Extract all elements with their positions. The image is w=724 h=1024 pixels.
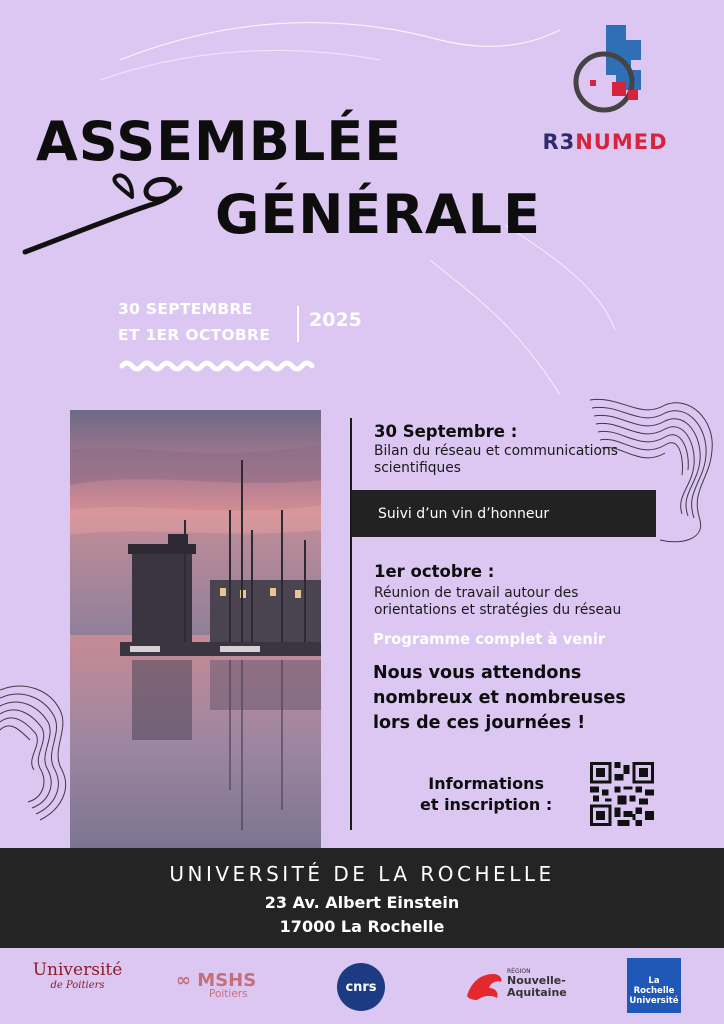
invitation-line1: Nous vous attendons: [373, 663, 582, 683]
event-dates: [118, 296, 270, 348]
la-rochelle-universite-logo: [627, 958, 681, 1013]
venue-name: UNIVERSITÉ DE LA ROCHELLE: [169, 862, 555, 886]
info-line1: Informations: [428, 774, 544, 793]
harbour-illustration: [70, 410, 321, 850]
day1-description-line1: Bilan du réseau et communications: [374, 443, 618, 459]
lr-line1: La Rochelle: [633, 976, 675, 996]
r3numed-logo: [530, 20, 680, 160]
address-line1: 23 Av. Albert Einstein: [264, 893, 460, 912]
programme-upcoming: Programme complet à venir: [373, 631, 606, 648]
title-line-2: GÉNÉRALE: [215, 183, 541, 246]
title-line-1: ASSEMBLÉE: [36, 110, 403, 173]
wine-text: Suivi d’un vin d’honneur: [378, 506, 550, 522]
r3numed-mark-icon: [556, 20, 656, 120]
region-line1: Nouvelle-: [507, 974, 566, 987]
event-year: 2025: [309, 309, 362, 331]
brush-underline: [122, 363, 312, 369]
day2-description-line1: Réunion de travail autour des: [374, 585, 579, 601]
partner-logos: [0, 948, 724, 1024]
day1-section: [360, 422, 618, 477]
nouvelle-aquitaine-logo: [463, 968, 567, 1008]
registration-info: [420, 773, 552, 815]
info-line2: et inscription :: [420, 795, 553, 814]
day2-heading: 1er octobre :: [374, 562, 495, 581]
day2-description-line2: orientations et stratégies du réseau: [374, 602, 622, 618]
mshs-rings-icon: ∞: [176, 970, 191, 991]
day1-description-line2: scientifiques: [374, 460, 461, 476]
r3-text: R3: [542, 130, 576, 154]
region-name: [507, 975, 567, 999]
invitation-line3: lors de ces journées !: [373, 713, 586, 733]
invitation: [373, 661, 673, 736]
day2-section: [360, 562, 621, 619]
qr-code-icon[interactable]: [590, 762, 654, 826]
region-line2: Aquitaine: [507, 986, 567, 999]
cnrs-logo: [337, 963, 385, 1011]
poitiers-line2: de Poitiers: [50, 980, 105, 991]
invitation-line2: nombreux et nombreuses: [373, 688, 626, 708]
swirl-decoration: [25, 179, 180, 252]
date-line-1: 30 SEPTEMBRE: [118, 300, 253, 318]
day1-heading: 30 Septembre :: [374, 422, 518, 441]
date-divider: [297, 306, 299, 342]
cnrs-text: cnrs: [345, 979, 377, 995]
programme-divider: [350, 418, 352, 830]
lr-line2: Université: [629, 996, 679, 1006]
mshs-subtitle: Poitiers: [209, 988, 248, 1000]
harbour-photo: [70, 410, 321, 850]
numed-text: NUMED: [575, 130, 668, 154]
region-label: RÉGION: [507, 968, 531, 975]
mshs-text: MSHS: [197, 970, 257, 991]
lion-icon: [463, 968, 505, 1004]
address-line2: 17000 La Rochelle: [279, 917, 445, 936]
universite-poitiers-logo: [30, 960, 125, 991]
r3numed-wordmark: [530, 130, 680, 154]
date-line-2: ET 1ER OCTOBRE: [118, 326, 271, 344]
poitiers-line1: Université: [32, 960, 123, 980]
mshs-logo: [176, 970, 256, 1000]
